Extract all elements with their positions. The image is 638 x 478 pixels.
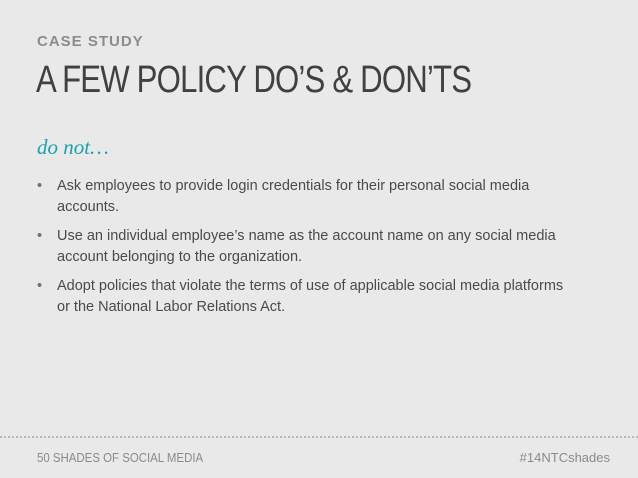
eyebrow-label: CASE STUDY bbox=[37, 33, 144, 50]
bullet-dot-icon: • bbox=[37, 278, 43, 294]
footer-series-title: 50 SHADES OF SOCIAL MEDIA bbox=[37, 450, 204, 465]
footer-divider bbox=[0, 436, 638, 438]
footer-hashtag: #14NTCshades bbox=[519, 450, 610, 465]
bullet-list bbox=[37, 176, 577, 326]
slide-title: A FEW POLICY DO’S & DON’TS bbox=[36, 59, 472, 101]
bullet-dot-icon: • bbox=[37, 228, 43, 244]
bullet-dot-icon: • bbox=[37, 178, 43, 194]
subheading: do not… bbox=[37, 135, 109, 159]
bullet-text: Use an individual employee’s name as the account name on any social media account belonging to the organization. bbox=[57, 228, 556, 265]
bullet-item bbox=[37, 276, 577, 318]
bullet-text: Adopt policies that violate the terms of use of applicable social media platforms or the National Labor Relations Act. bbox=[57, 278, 564, 315]
bullet-item bbox=[37, 226, 577, 268]
bullet-item bbox=[37, 176, 577, 218]
bullet-text: Ask employees to provide login credentials for their personal social media accounts. bbox=[57, 178, 530, 215]
